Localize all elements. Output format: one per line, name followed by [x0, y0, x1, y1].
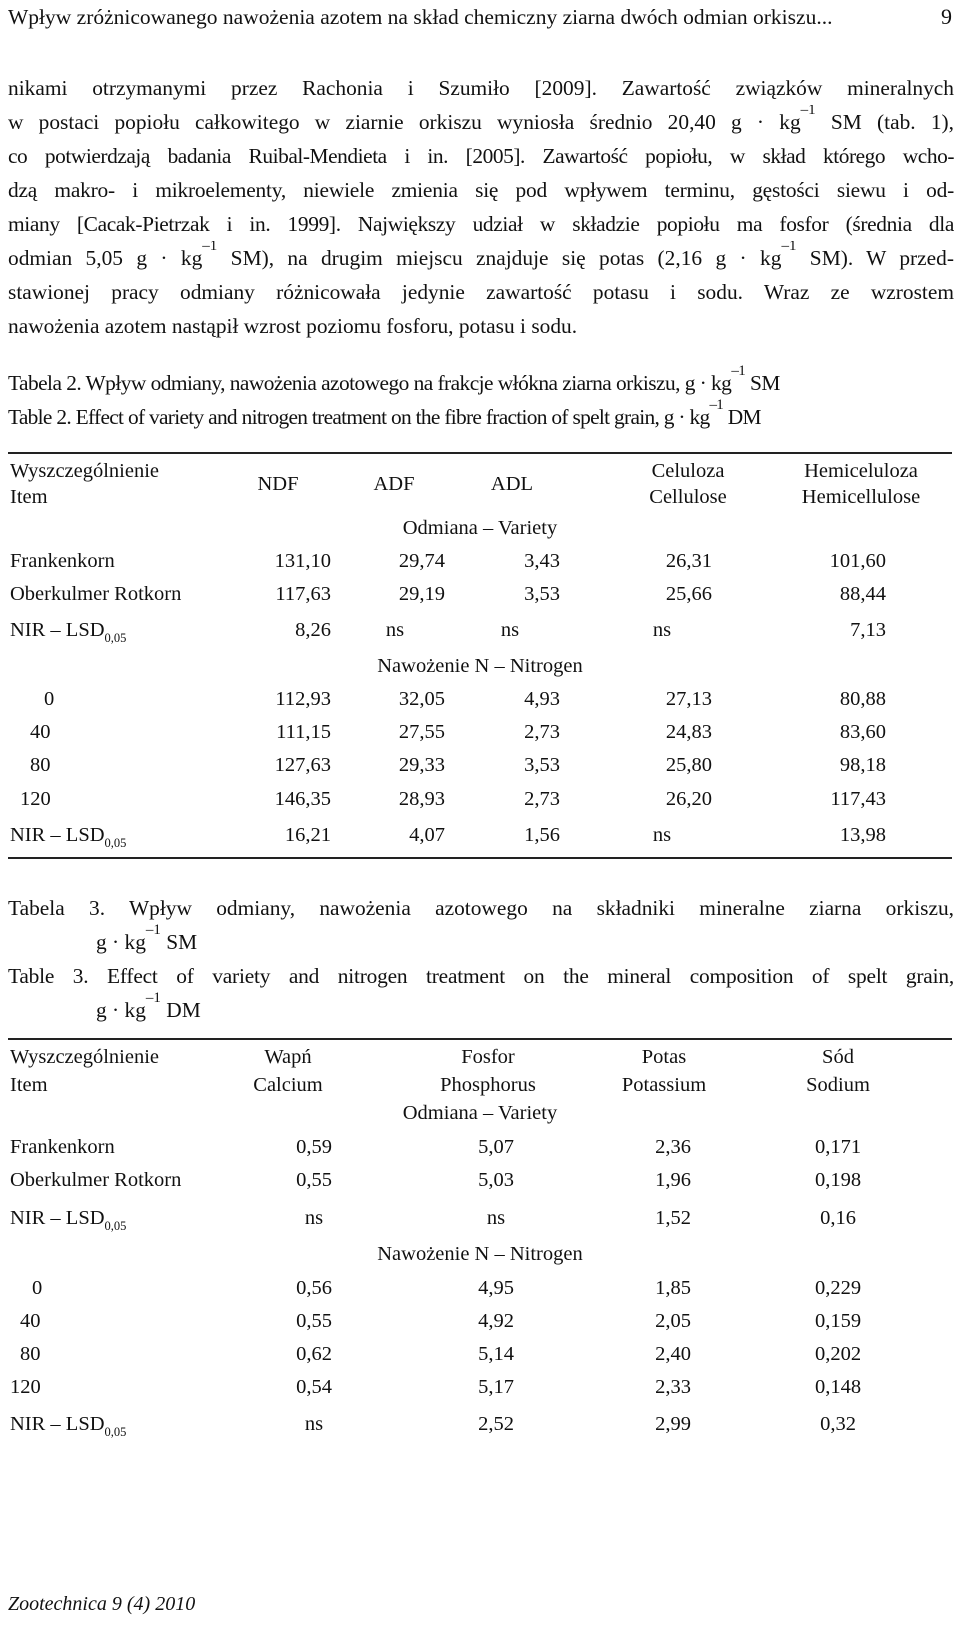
- table-rule-top: [8, 1038, 952, 1040]
- lsd-cel: ns: [652, 619, 672, 641]
- lsd-ndf: 8,26: [295, 619, 331, 641]
- cell-adf: 29,74: [398, 550, 445, 572]
- cell-ca: 0,55: [296, 1310, 332, 1332]
- cell-hem: 117,43: [830, 788, 886, 810]
- cell-cel: 24,83: [665, 721, 712, 743]
- running-title: Wpływ zróżnicowanego nawożenia azotem na skład chemiczny ziarna dwóch odmian orkiszu...: [8, 5, 833, 29]
- table2: [8, 452, 952, 862]
- cell-k: 2,36: [655, 1136, 691, 1158]
- lsd-hem: 13,98: [839, 824, 886, 846]
- row-label: 120: [20, 788, 51, 810]
- header-phosphorus-en: Phosphorus: [440, 1074, 536, 1096]
- cell-adl: 2,73: [524, 788, 560, 810]
- row-label: 0: [32, 1277, 43, 1299]
- row-label: 40: [30, 721, 51, 743]
- lsd-label: NIR – $LSD_{0,05}$: [10, 824, 127, 850]
- caption-line-en: Table 2. Effect of variety and nitrogen treatment on the fibre fraction of spelt grain, $g \cdot kg^{-1}$ DM: [8, 397, 761, 429]
- cell-ndf: 111,15: [276, 721, 331, 743]
- header-adl: ADL: [490, 473, 534, 495]
- lsd-label: NIR – $LSD_{0,05}$: [10, 1413, 127, 1439]
- cell-hem: 83,60: [839, 721, 886, 743]
- cell-k: 2,05: [655, 1310, 691, 1332]
- cell-cel: 25,66: [665, 583, 712, 605]
- row-label: 0: [44, 688, 55, 710]
- body-line: nikami otrzymanymi przez Rachonia i Szumiło [2009]. Zawartość związków mineralnych: [8, 76, 954, 100]
- header-phosphorus-pl: Fosfor: [461, 1046, 515, 1068]
- cell-na: 0,202: [814, 1343, 862, 1365]
- lsd-adf: 4,07: [409, 824, 445, 846]
- header-cellulose-pl: Celuloza: [651, 460, 725, 482]
- lsd-na: 0,16: [820, 1207, 856, 1229]
- lsd-label: NIR – $LSD_{0,05}$: [10, 619, 127, 645]
- cell-ca: 0,54: [296, 1376, 332, 1398]
- caption-line-pl: Tabela 2. Wpływ odmiany, nawożenia azotowego na frakcje włókna ziarna orkiszu, $g \cdot kg^{-1}$ SM: [8, 363, 780, 395]
- header-item-en: Item: [10, 1074, 48, 1096]
- lsd-ndf: 16,21: [284, 824, 331, 846]
- lsd-cel: ns: [652, 824, 672, 846]
- cell-cel: 26,20: [665, 788, 712, 810]
- row-label: 120: [10, 1376, 41, 1398]
- header-item-pl: Wyszczególnienie: [10, 460, 160, 482]
- cell-adf: 32,05: [398, 688, 445, 710]
- cell-hem: 80,88: [839, 688, 886, 710]
- cell-p: 5,14: [478, 1343, 514, 1365]
- lsd-label: NIR – $LSD_{0,05}$: [10, 1207, 127, 1233]
- row-label: 80: [30, 754, 51, 776]
- lsd-na: 0,32: [820, 1413, 856, 1435]
- header-sodium-pl: Sód: [822, 1046, 854, 1068]
- cell-k: 2,33: [655, 1376, 691, 1398]
- body-paragraph: [8, 71, 954, 343]
- row-label: 40: [20, 1310, 41, 1332]
- lsd-p: ns: [486, 1207, 506, 1229]
- lsd-k: 1,52: [655, 1207, 691, 1229]
- row-label: 80: [20, 1343, 41, 1365]
- body-line: stawionej pracy odmiany różnicowała jedynie zawartość potasu i sodu. Wraz ze wzrostem: [8, 280, 954, 304]
- section-nitrogen: Nawożenie N – Nitrogen: [377, 655, 583, 677]
- section-variety: Odmiana – Variety: [402, 1102, 558, 1124]
- cell-p: 4,92: [478, 1310, 514, 1332]
- lsd-p: 2,52: [478, 1413, 514, 1435]
- cell-ca: 0,59: [296, 1136, 332, 1158]
- journal-footer: Zootechnica 9 (4) 2010: [8, 1593, 196, 1615]
- cell-p: 4,95: [478, 1277, 514, 1299]
- body-line: w postaci popiołu całkowitego w ziarnie orkiszu wyniosła średnio 20,40 $g \cdot kg^{-1}$ SM (tab. 1),: [8, 105, 954, 134]
- cell-ndf: 146,35: [274, 788, 331, 810]
- lsd-adf: ns: [385, 619, 405, 641]
- caption-line-pl: Tabela 3. Wpływ odmiany, nawożenia azotowego na składniki mineralne ziarna orkiszu,: [8, 896, 954, 920]
- cell-ndf: 112,93: [275, 688, 331, 710]
- table3: [8, 1038, 952, 1458]
- page-number: 9: [941, 4, 952, 29]
- header-hemicellulose-pl: Hemiceluloza: [804, 460, 918, 482]
- section-nitrogen: Nawożenie N – Nitrogen: [377, 1243, 583, 1265]
- header-adf: ADF: [373, 473, 415, 495]
- header-potassium-en: Potassium: [621, 1074, 707, 1096]
- cell-k: 1,85: [655, 1277, 691, 1299]
- header-potassium-pl: Potas: [641, 1046, 687, 1068]
- cell-na: 0,198: [814, 1169, 862, 1191]
- cell-hem: 88,44: [839, 583, 886, 605]
- row-label: Frankenkorn: [10, 1136, 115, 1158]
- table-rule-bottom: [8, 857, 952, 859]
- cell-cel: 25,80: [665, 754, 712, 776]
- caption-line-en: Table 3. Effect of variety and nitrogen treatment on the mineral composition of spelt grain,: [8, 964, 954, 988]
- cell-ndf: 131,10: [274, 550, 331, 572]
- row-label: Frankenkorn: [10, 550, 115, 572]
- body-line: miany [Cacak-Pietrzak i in. 1999]. Największy udział w składzie popiołu ma fosfor (średnia dla: [8, 212, 954, 236]
- section-variety: Odmiana – Variety: [402, 517, 558, 539]
- cell-adf: 29,19: [398, 583, 445, 605]
- header-calcium-en: Calcium: [253, 1074, 323, 1096]
- cell-adl: 2,73: [524, 721, 560, 743]
- cell-adf: 27,55: [398, 721, 445, 743]
- cell-k: 1,96: [655, 1169, 691, 1191]
- header-hemicellulose-en: Hemicellulose: [801, 486, 921, 508]
- caption-line-en-2: $g \cdot kg^{-1}$ DM: [96, 990, 201, 1022]
- cell-p: 5,03: [478, 1169, 514, 1191]
- cell-adf: 29,33: [398, 754, 445, 776]
- cell-hem: 98,18: [839, 754, 886, 776]
- body-line: nawożenia azotem nastąpił wzrost poziomu fosforu, potasu i sodu.: [8, 314, 578, 338]
- lsd-adl: ns: [500, 619, 520, 641]
- header-calcium-pl: Wapń: [264, 1046, 312, 1068]
- cell-cel: 26,31: [665, 550, 712, 572]
- cell-adl: 3,53: [524, 583, 560, 605]
- caption-line-pl-2: $g \cdot kg^{-1}$ SM: [96, 922, 198, 954]
- cell-na: 0,148: [814, 1376, 862, 1398]
- header-cellulose-en: Cellulose: [649, 486, 727, 508]
- lsd-k: 2,99: [655, 1413, 691, 1435]
- lsd-ca: ns: [304, 1207, 324, 1229]
- cell-ndf: 127,63: [274, 754, 331, 776]
- header-item-en: Item: [10, 486, 48, 508]
- cell-p: 5,07: [478, 1136, 514, 1158]
- body-line: odmian 5,05 $g \cdot kg^{-1}$ SM), na drugim miejscu znajduje się potas (2,16 $g \cdot kg^{-1}$ SM). W przed-: [8, 241, 954, 270]
- cell-ca: 0,56: [296, 1277, 332, 1299]
- body-line: dzą makro- i mikroelementy, niewiele zmienia się pod wpływem terminu, gęstości siewu i od-: [8, 178, 954, 202]
- body-line: co potwierdzają badania Ruibal-Mendieta i in. [2005]. Zawartość popiołu, w skład którego wcho-: [8, 144, 954, 168]
- table-rule-top: [8, 452, 952, 454]
- cell-ca: 0,62: [296, 1343, 332, 1365]
- cell-adl: 4,93: [524, 688, 560, 710]
- cell-cel: 27,13: [665, 688, 712, 710]
- cell-na: 0,171: [814, 1136, 862, 1158]
- header-item-pl: Wyszczególnienie: [10, 1046, 160, 1068]
- header-sodium-en: Sodium: [806, 1074, 870, 1096]
- running-head: [8, 2, 952, 32]
- table3-caption: [8, 891, 954, 1027]
- cell-adl: 3,53: [524, 754, 560, 776]
- lsd-hem: 7,13: [850, 619, 886, 641]
- cell-na: 0,229: [814, 1277, 862, 1299]
- cell-hem: 101,60: [829, 550, 886, 572]
- row-label: Oberkulmer Rotkorn: [10, 583, 182, 605]
- lsd-ca: ns: [304, 1413, 324, 1435]
- row-label: Oberkulmer Rotkorn: [10, 1169, 182, 1191]
- cell-adf: 28,93: [398, 788, 445, 810]
- cell-adl: 3,43: [524, 550, 560, 572]
- cell-na: 0,159: [814, 1310, 862, 1332]
- cell-k: 2,40: [655, 1343, 691, 1365]
- header-ndf: NDF: [257, 473, 299, 495]
- cell-p: 5,17: [478, 1376, 514, 1398]
- cell-ndf: 117,63: [275, 583, 331, 605]
- cell-ca: 0,55: [296, 1169, 332, 1191]
- table2-caption: [8, 363, 954, 434]
- lsd-adl: 1,56: [524, 824, 560, 846]
